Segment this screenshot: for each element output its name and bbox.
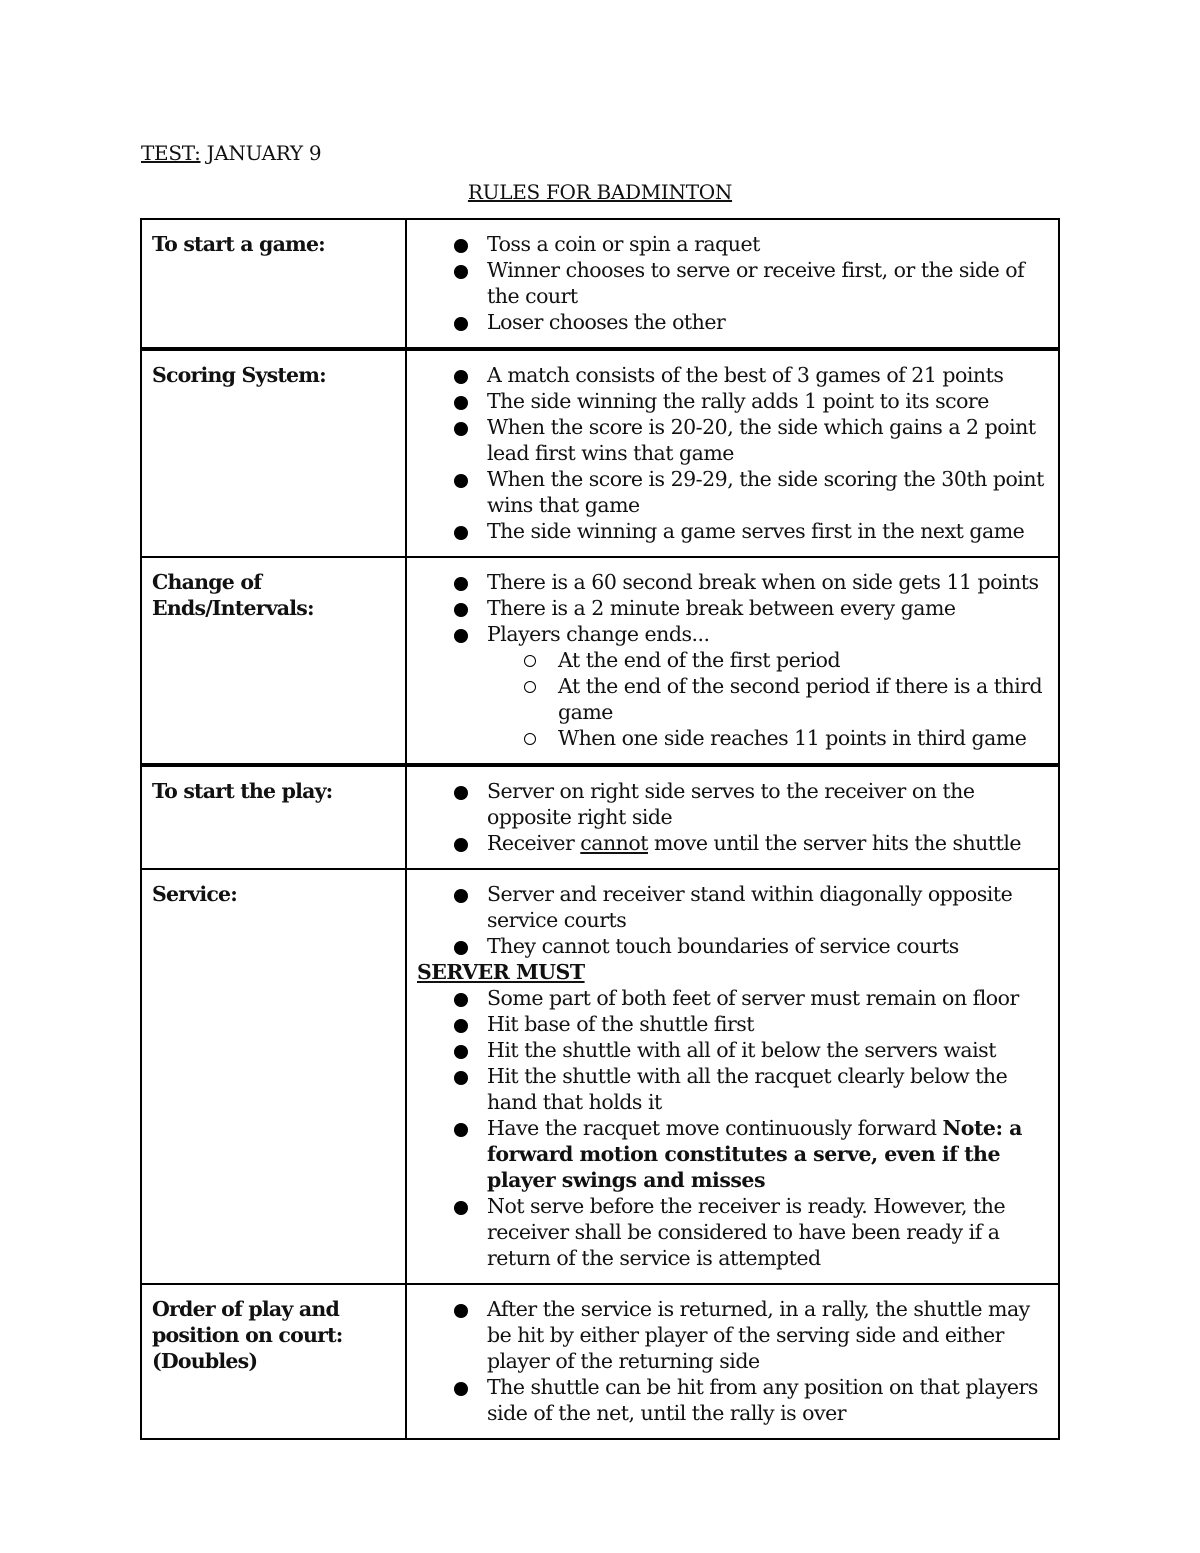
list-item [407, 1037, 1048, 1063]
emphasis-text: cannot [580, 831, 648, 855]
sub-list-item [407, 673, 1048, 725]
list-item [407, 985, 1048, 1011]
hollow-circle-icon [524, 733, 536, 745]
list-item [407, 362, 1048, 388]
bullet-icon [454, 1071, 468, 1085]
bullet-icon [454, 838, 468, 852]
list-item-text: move until the server hits the shuttle [647, 831, 1022, 855]
list-item-text: After the service is returned, in a rally, the shuttle may be hit by either player of the serving side and either player of the returning side [487, 1297, 1030, 1373]
table-row-change-of-ends [141, 557, 1059, 765]
sub-bullet-list [407, 647, 1048, 751]
list-item-text: The side winning a game serves first in the next game [487, 519, 1025, 543]
bullet-icon [454, 889, 468, 903]
bullet-icon [454, 526, 468, 540]
bullet-list [407, 881, 1048, 959]
list-item [407, 518, 1048, 544]
test-date-line [141, 141, 321, 165]
list-item-text: Have the racquet move continuously forward [487, 1116, 943, 1140]
bullet-icon [454, 370, 468, 384]
list-item-text: Server and receiver stand within diagonally opposite service courts [487, 882, 1013, 932]
hollow-circle-icon [524, 655, 536, 667]
hollow-circle-icon [524, 681, 536, 693]
list-item [407, 1063, 1048, 1115]
list-item [407, 621, 1048, 647]
bullet-icon [454, 993, 468, 1007]
sub-list-item [407, 647, 1048, 673]
rules-table [140, 218, 1060, 1440]
list-item-text: There is a 2 minute break between every game [487, 596, 956, 620]
list-item [407, 1011, 1048, 1037]
row-label: Order of play and position on court: (Doubles) [141, 1284, 406, 1439]
sub-list-item-text: When one side reaches 11 points in third game [558, 726, 1027, 750]
bullet-icon [454, 577, 468, 591]
list-item-text: Some part of both feet of server must remain on floor [487, 986, 1019, 1010]
server-must-heading: SERVER MUST [417, 960, 585, 984]
sub-list-item-text: At the end of the second period if there is a third game [558, 674, 1043, 724]
server-must-list [407, 985, 1048, 1271]
bullet-list [407, 778, 1048, 856]
list-item [407, 309, 1048, 335]
list-item-text: Not serve before the receiver is ready. However, the receiver shall be considered to have been ready if a return of the service is attempted [487, 1194, 1006, 1270]
test-date: JANUARY 9 [200, 141, 322, 165]
list-item-text: Hit the shuttle with all the racquet clearly below the hand that holds it [487, 1064, 1008, 1114]
bullet-icon [454, 1123, 468, 1137]
list-item [407, 881, 1048, 933]
list-item [407, 1296, 1048, 1374]
list-item-text: Receiver [487, 831, 581, 855]
list-item-text: A match consists of the best of 3 games of 21 points [487, 363, 1004, 387]
row-content [406, 1284, 1059, 1439]
bullet-list [407, 569, 1048, 647]
sub-list-item-text: At the end of the first period [558, 648, 841, 672]
bullet-icon [454, 317, 468, 331]
list-item [407, 1115, 1048, 1193]
sub-list-item [407, 725, 1048, 751]
bullet-icon [454, 239, 468, 253]
test-label: TEST: [141, 141, 201, 165]
list-item [407, 569, 1048, 595]
list-item-text: The shuttle can be hit from any position on that players side of the net, until the rally is over [487, 1375, 1038, 1425]
list-item [407, 778, 1048, 830]
list-item-text: Loser chooses the other [487, 310, 726, 334]
bullet-list [407, 362, 1048, 544]
bullet-icon [454, 474, 468, 488]
list-item [407, 1193, 1048, 1271]
table-row-service [141, 869, 1059, 1284]
list-item [407, 231, 1048, 257]
list-item-text: The side winning the rally adds 1 point to its score [487, 389, 989, 413]
list-item-text: When the score is 29-29, the side scoring the 30th point wins that game [487, 467, 1044, 517]
row-label: Service: [141, 869, 406, 1284]
bullet-icon [454, 396, 468, 410]
document-title: RULES FOR BADMINTON [467, 180, 733, 204]
list-item-text: Winner chooses to serve or receive first, or the side of the court [487, 258, 1025, 308]
list-item [407, 933, 1048, 959]
list-item-text: When the score is 20-20, the side which gains a 2 point lead first wins that game [487, 415, 1036, 465]
bullet-icon [454, 1201, 468, 1215]
bullet-icon [454, 1045, 468, 1059]
bullet-icon [454, 603, 468, 617]
row-content [406, 869, 1059, 1284]
row-content [406, 557, 1059, 765]
list-item [407, 388, 1048, 414]
row-label: Change of Ends/Intervals: [141, 557, 406, 765]
bullet-icon [454, 1304, 468, 1318]
row-content [406, 349, 1059, 557]
bullet-icon [454, 1019, 468, 1033]
list-item [407, 595, 1048, 621]
bullet-icon [454, 786, 468, 800]
bullet-icon [454, 941, 468, 955]
list-item-text: There is a 60 second break when on side gets 11 points [487, 570, 1039, 594]
table-row-scoring [141, 349, 1059, 557]
list-item-text: Toss a coin or spin a raquet [487, 232, 760, 256]
list-item [407, 1374, 1048, 1426]
row-label: To start the play: [141, 765, 406, 869]
bullet-icon [454, 629, 468, 643]
list-item-text: They cannot touch boundaries of service courts [487, 934, 959, 958]
bullet-list [407, 1296, 1048, 1426]
list-item [407, 414, 1048, 466]
bullet-icon [454, 265, 468, 279]
list-item-text: Server on right side serves to the receiver on the opposite right side [487, 779, 975, 829]
note-text: Note: a forward motion constitutes a serve, even if the player swings and misses [487, 1116, 1022, 1192]
bullet-list [407, 231, 1048, 335]
row-content [406, 765, 1059, 869]
list-item [407, 830, 1048, 856]
row-content [406, 219, 1059, 349]
list-item [407, 257, 1048, 309]
bullet-icon [454, 1382, 468, 1396]
table-row-start-play [141, 765, 1059, 869]
list-item-text: Players change ends... [487, 622, 710, 646]
row-label: To start a game: [141, 219, 406, 349]
bullet-icon [454, 422, 468, 436]
table-row-order-of-play [141, 1284, 1059, 1439]
row-label: Scoring System: [141, 349, 406, 557]
list-item-text: Hit the shuttle with all of it below the servers waist [487, 1038, 996, 1062]
list-item [407, 466, 1048, 518]
list-item-text: Hit base of the shuttle first [487, 1012, 755, 1036]
table-row-start-game [141, 219, 1059, 349]
